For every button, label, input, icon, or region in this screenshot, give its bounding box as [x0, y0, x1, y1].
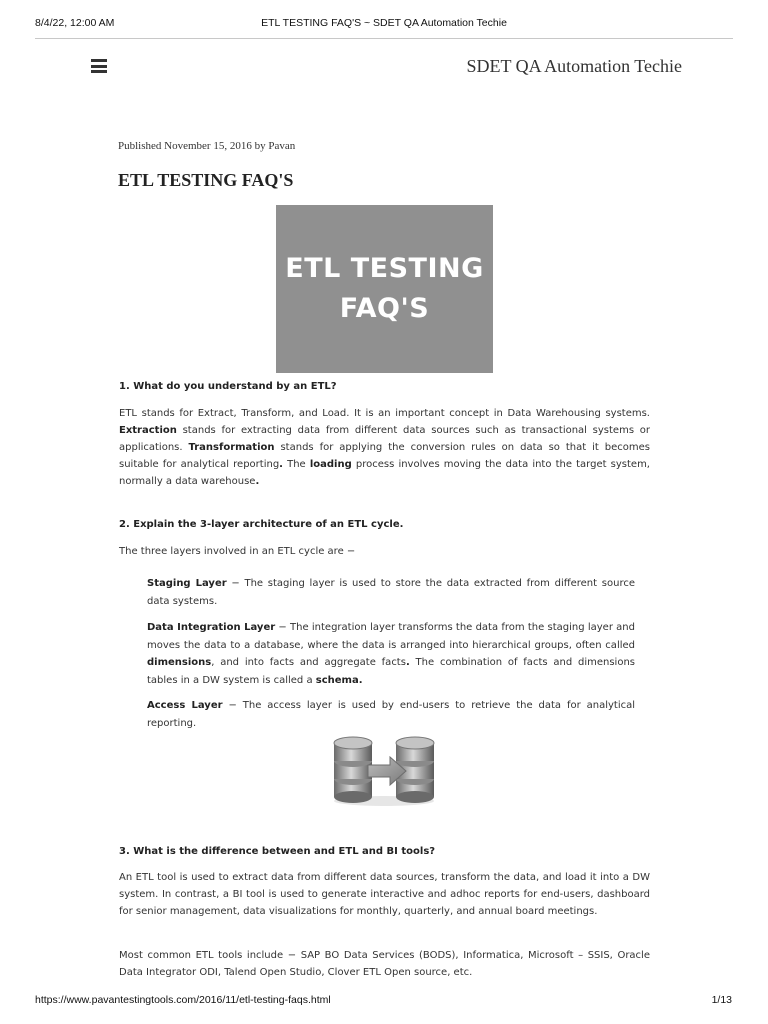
- header-divider: [35, 38, 733, 39]
- answer-paragraph: An ETL tool is used to extract data from different data sources, transform the data, and load it into a DW system. In contrast, a BI tool is used to generate interactive and adhoc reports for end-users, dashboard for senior management, data visualizations for monthly, quarterly, and annual board meetings.: [119, 872, 650, 917]
- published-date: Published November 15, 2016 by: [118, 140, 269, 152]
- question-1: [119, 378, 650, 395]
- staging-layer-item: Staging Layer − The staging layer is used to store the data extracted from different source data systems.: [147, 578, 635, 607]
- question-heading: 2. Explain the 3-layer architecture of an ETL cycle.: [119, 519, 404, 530]
- left-database-icon: [334, 737, 372, 803]
- post-title: ETL TESTING FAQ'S: [118, 170, 294, 190]
- print-datetime: 8/4/22, 12:00 AM: [35, 17, 115, 29]
- print-footer: [0, 994, 768, 1010]
- access-layer-item: Access Layer − The access layer is used by end-users to retrieve the data for analytical reporting.: [147, 700, 635, 729]
- integration-layer-item: Data Integration Layer − The integration layer transforms the data from the staging layer and moves the data to a database, where the data is arranged into hierarchical groups, often called dimensions, and into facts and aggregate facts. The combination of facts and dimensions tables in a DW system is called a schema.: [147, 622, 635, 686]
- answer-1: [119, 405, 650, 490]
- answer-paragraph: ETL stands for Extract, Transform, and Load. It is an important concept in Data Warehousing systems. Extraction stands for extracting data from different data sources such as transactional systems or applications. Transformation stands for applying the conversion rules on data so that it becomes suitable for analytical reporting. The loading process involves moving the data into the target system, normally a data warehouse.: [119, 408, 650, 487]
- hero-text-line-2: FAQ'S: [339, 293, 430, 324]
- site-title[interactable]: SDET QA Automation Techie: [466, 56, 682, 76]
- answer-3: [119, 869, 650, 920]
- hamburger-menu-icon[interactable]: [91, 59, 107, 73]
- question-2: [119, 516, 650, 533]
- author-link[interactable]: Pavan: [268, 140, 296, 152]
- hero-image: [276, 205, 493, 373]
- print-page-title: ETL TESTING FAQ'S ~ SDET QA Automation Techie: [261, 17, 507, 29]
- question-3: [119, 843, 650, 860]
- answer-paragraph: Most common ETL tools include − SAP BO Data Services (BODS), Informatica, Microsoft – SSIS, Oracle Data Integrator ODI, Talend Open Studio, Clover ETL Open source, etc.: [119, 950, 650, 978]
- answer-3-tools: [119, 947, 650, 981]
- print-page-number: 1/13: [711, 994, 732, 1006]
- print-url: https://www.pavantestingtools.com/2016/11/etl-testing-faqs.html: [35, 994, 331, 1006]
- question-heading: 1. What do you understand by an ETL?: [119, 381, 337, 392]
- database-transfer-icon: [330, 735, 438, 807]
- answer-2-intro: [119, 543, 650, 560]
- hero-text-line-1: ETL TESTING: [285, 253, 484, 284]
- answer-paragraph: The three layers involved in an ETL cycle are −: [119, 546, 356, 557]
- question-heading: 3. What is the difference between and ETL and BI tools?: [119, 846, 436, 857]
- published-line: [118, 140, 295, 152]
- print-header: [0, 17, 768, 33]
